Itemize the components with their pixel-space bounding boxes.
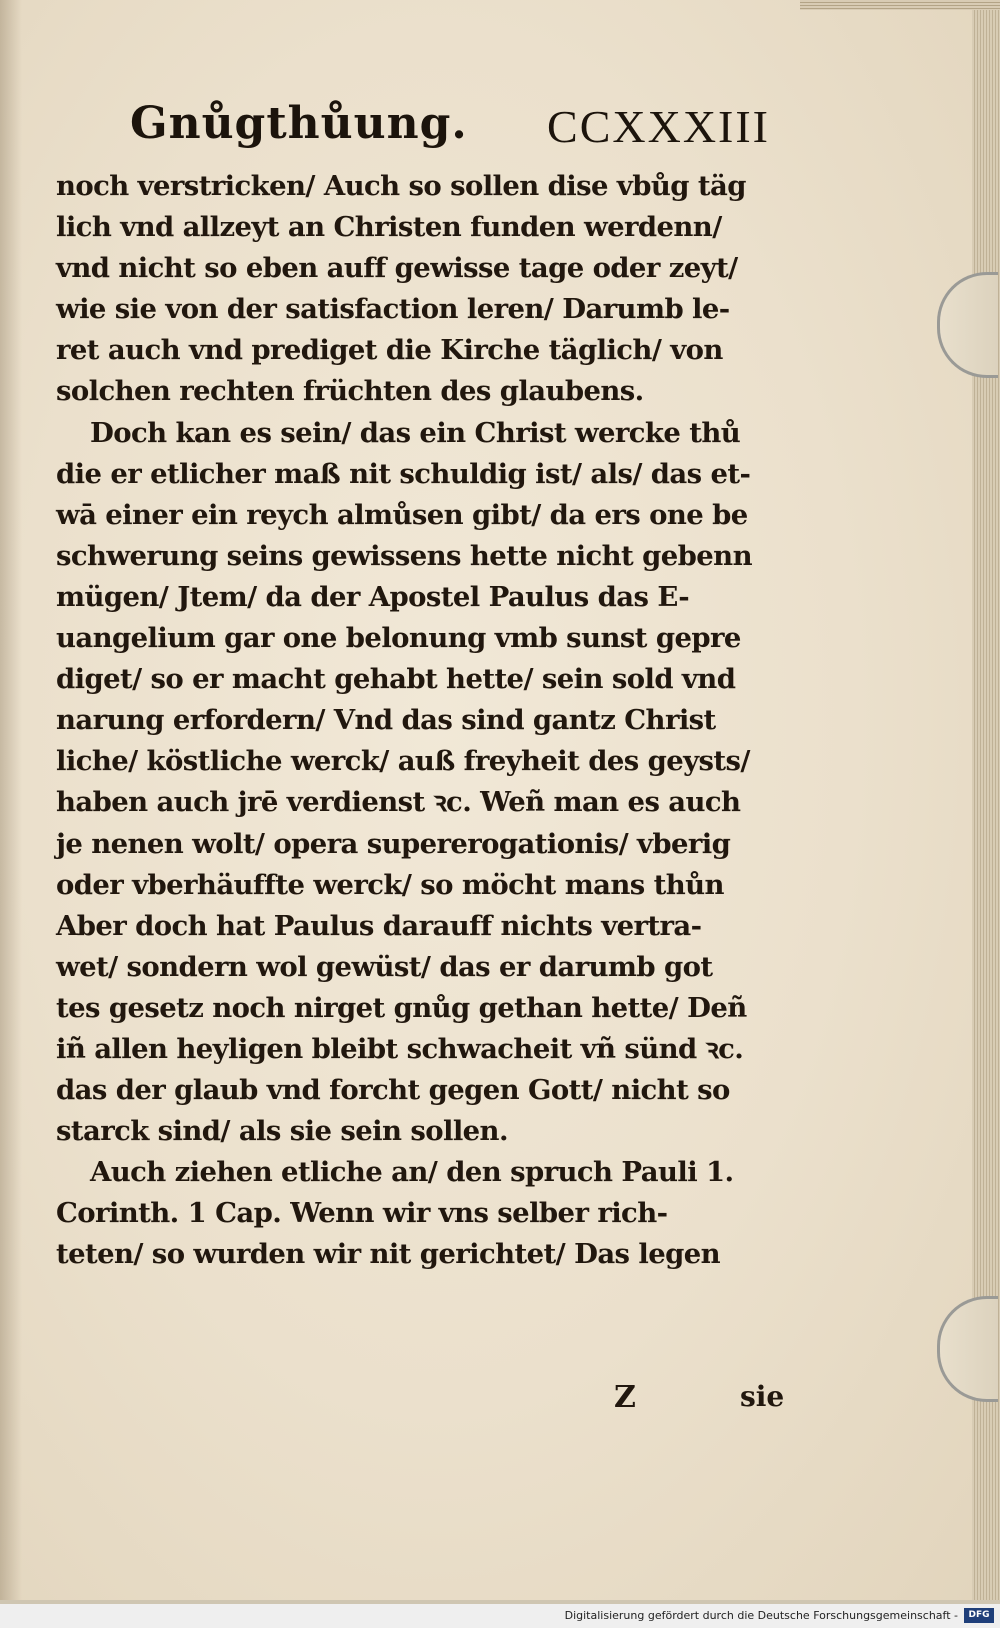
text-line: solchen rechten früchten des glaubens. (56, 375, 644, 408)
text-line: wie sie von der satisfaction leren/ Darumb le- (56, 293, 730, 326)
text-line: haben auch jrē verdienst ꝛc. Weñ man es auch (56, 786, 741, 819)
dfg-logo-icon: DFG (964, 1608, 994, 1623)
text-line: vnd nicht so eben auff gewisse tage oder zeyt/ (56, 252, 738, 285)
text-line: uangelium gar one belonung vmb sunst gepre (56, 622, 741, 655)
text-line: die er etlicher maß nit schuldig ist/ als/ das et- (56, 457, 751, 490)
text-line: diget/ so er macht gehabt hette/ sein sold vnd (56, 663, 736, 696)
text-line: ret auch vnd prediget die Kirche täglich/ von (56, 334, 723, 367)
digitization-footer (0, 1604, 1000, 1628)
text-line: Doch kan es sein/ das ein Christ wercke thů (90, 416, 741, 449)
page-edges-top (800, 0, 1000, 10)
text-line: liche/ köstliche werck/ auß freyheit des geysts/ (56, 745, 750, 778)
text-line: Corinth. 1 Cap. Wenn wir vns selber rich- (56, 1197, 668, 1230)
folio-number: CCXXXIII (547, 101, 770, 152)
text-line: teten/ so wurden wir nit gerichtet/ Das legen (56, 1238, 721, 1271)
text-line: je nenen wolt/ opera supererogationis/ vberig (56, 827, 731, 860)
text-line: narung erfordern/ Vnd das sind gantz Christ (56, 704, 716, 737)
gutter-shadow (0, 0, 22, 1600)
running-title: Gnůgthůung. (130, 98, 468, 149)
text-line: starck sind/ als sie sein sollen. (56, 1115, 508, 1148)
text-line: das der glaub vnd forcht gegen Gott/ nicht so (56, 1074, 730, 1107)
body-text (56, 166, 784, 1276)
catchword: sie (740, 1380, 785, 1413)
text-line: iñ allen heyligen bleibt schwacheit vñ sünd ꝛc. (56, 1032, 744, 1065)
text-line: schwerung seins gewissens hette nicht gebenn (56, 539, 752, 572)
text-line: mügen/ Jtem/ da der Apostel Paulus das E- (56, 580, 690, 613)
page-foot (0, 1380, 972, 1430)
text-line: wet/ sondern wol gewüst/ das er darumb got (56, 950, 713, 983)
text-line: lich vnd allzeyt an Christen funden werdenn/ (56, 211, 722, 244)
funding-credit: Digitalisierung gefördert durch die Deutsche Forschungsgemeinschaft - (564, 1609, 958, 1622)
text-line: tes gesetz noch nirget gnůg gethan hette/ Deñ (56, 991, 747, 1024)
running-header (130, 98, 770, 158)
text-line: Aber doch hat Paulus darauff nichts vertra- (56, 909, 702, 942)
signature-mark: Z (614, 1380, 636, 1415)
text-line: oder vberhäuffte werck/ so möcht mans thůn (56, 868, 724, 901)
text-line: noch verstricken/ Auch so sollen dise vbůg täg (56, 170, 746, 202)
text-line: Auch ziehen etliche an/ den spruch Pauli 1. (90, 1156, 734, 1189)
text-line: wā einer ein reych almůsen gibt/ da ers one be (56, 498, 748, 531)
